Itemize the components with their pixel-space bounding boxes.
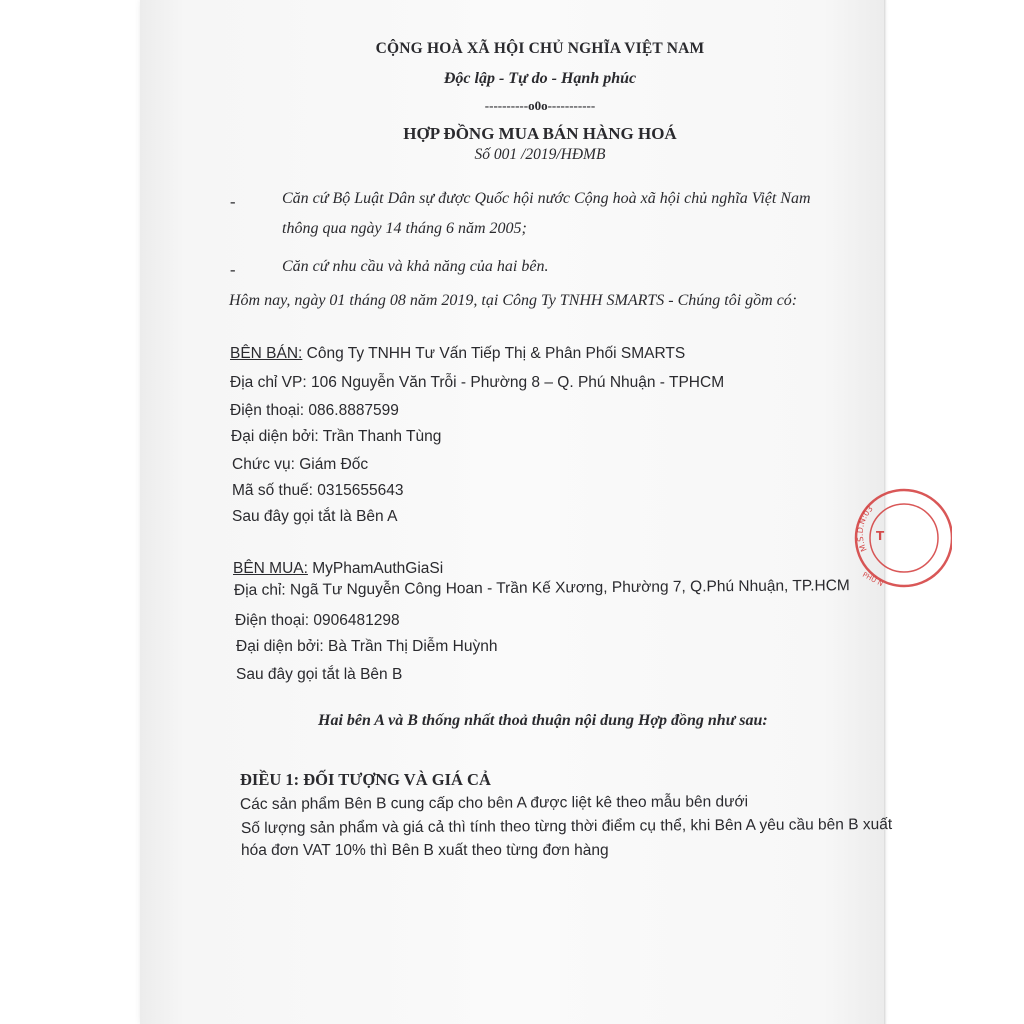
buyer-address: Địa chỉ: Ngã Tư Nguyễn Công Hoan - Trần Kế Xương, Phường 7, Q.Phú Nhuận, TP.HCM (233, 577, 850, 599)
country-name: CỘNG HOÀ XÃ HỘI CHỦ NGHĨA VIỆT NAM (375, 40, 705, 57)
seller-position: Chức vụ: Giám Đốc (232, 456, 369, 473)
basis-line-2: thông qua ngày 14 tháng 6 năm 2005; (282, 220, 527, 237)
article-1-line-3: hóa đơn VAT 10% thì Bên B xuất theo từng đơn hàng (241, 842, 609, 859)
document-number: Số 001 /2019/HĐMB (474, 146, 606, 163)
buyer-phone: Điện thoại: 0906481298 (235, 612, 400, 629)
seller-label: BÊN BÁN: (230, 345, 303, 362)
seal-inner-text: T (876, 529, 885, 543)
seller-representative: Đại diện bởi: Trần Thanh Tùng (231, 428, 442, 445)
basis-line-1: Căn cứ Bộ Luật Dân sự được Quốc hội nước Cộng hoà xã hội chủ nghĩa Việt Nam (282, 190, 811, 207)
seller-phone: Điện thoại: 086.8887599 (230, 402, 399, 419)
article-1-line-1: Các sản phẩm Bên B cung cấp cho bên A được liệt kê theo mẫu bên dưới (239, 793, 749, 813)
bullet-dash: - (230, 260, 236, 279)
agreement-line: Hai bên A và B thống nhất thoả thuận nội dung Hợp đồng như sau: (318, 712, 768, 729)
article-1-line-2: Số lượng sản phẩm và giá cả thì tính theo từng thời điểm cụ thể, khi Bên A yêu cầu bên B xuất (240, 816, 893, 837)
seller-tax-code: Mã số thuế: 0315655643 (232, 482, 404, 499)
buyer-alias: Sau đây gọi tắt là Bên B (236, 666, 403, 683)
seller-line (230, 345, 685, 363)
buyer-label: BÊN MUA: (233, 560, 308, 577)
intro-line: Hôm nay, ngày 01 tháng 08 năm 2019, tại Công Ty TNHH SMARTS - Chúng tôi gồm có: (229, 292, 798, 309)
buyer-representative: Đại diện bởi: Bà Trần Thị Diễm Huỳnh (236, 638, 498, 655)
seal-arc-text: M.S.D.N:03 (855, 504, 875, 553)
document-title: HỢP ĐỒNG MUA BÁN HÀNG HOÁ (403, 124, 677, 143)
bullet-dash: - (230, 192, 236, 211)
seal-bottom-text: PHÚ N (861, 570, 885, 589)
seller-name: Công Ty TNHH Tư Vấn Tiếp Thị & Phân Phối SMARTS (302, 345, 686, 362)
basis-line-3: Căn cứ nhu cầu và khả năng của hai bên. (282, 258, 549, 275)
header-divider: ----------o0o----------- (484, 98, 596, 113)
seller-address: Địa chỉ VP: 106 Nguyễn Văn Trỗi - Phường 8 – Q. Phú Nhuận - TPHCM (230, 374, 725, 391)
seller-alias: Sau đây gọi tắt là Bên A (232, 508, 398, 525)
motto: Độc lập - Tự do - Hạnh phúc (443, 70, 637, 87)
buyer-name: MyPhamAuthGiaSi (307, 560, 444, 577)
buyer-line (233, 560, 443, 578)
article-1-title: ĐIỀU 1: ĐỐI TƯỢNG VÀ GIÁ CẢ (240, 770, 491, 789)
company-seal (842, 480, 952, 590)
